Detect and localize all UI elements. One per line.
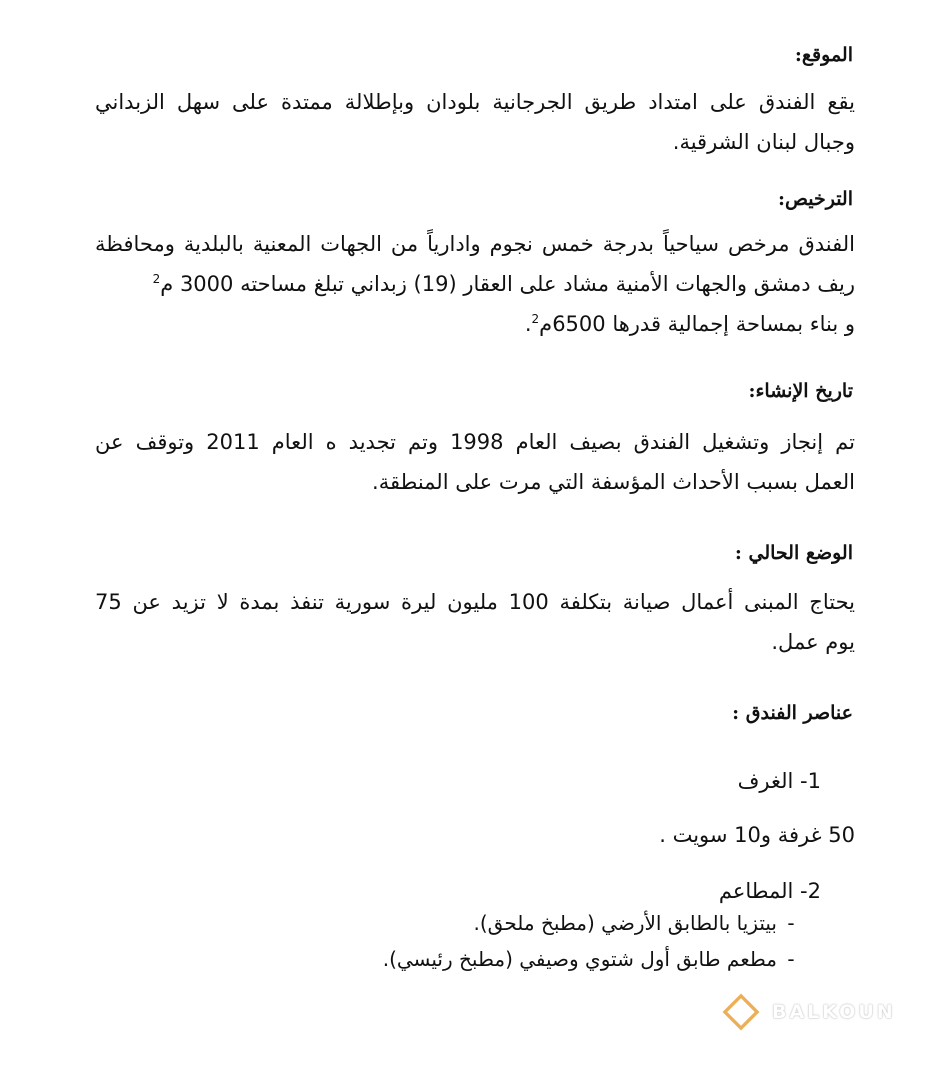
restaurant-bullet-1-text: بيتزيا بالطابق الأرضي (مطبخ ملحق). <box>473 911 777 935</box>
diamond-logo-icon <box>722 993 760 1031</box>
license-line-3-sup: 2 <box>531 312 540 326</box>
established-line-1: تم إنجاز وتشغيل الفندق بصيف العام 1998 وتم تجديد ه العام 2011 وتوقف عن <box>95 430 855 454</box>
license-line-3-text: و بناء بمساحة إجمالية قدرها 6500م <box>539 312 855 336</box>
location-paragraph <box>95 82 855 162</box>
license-line-3 <box>95 304 855 344</box>
status-line-1: يحتاج المبنى أعمال صيانة بتكلفة 100 مليون ليرة سورية تنفذ بمدة لا تزيد عن 75 <box>95 590 855 614</box>
restaurant-bullet-2 <box>383 944 805 974</box>
watermark-text: BALKOUN <box>772 1001 896 1023</box>
established-heading: تاريخ الإنشاء: <box>748 380 853 402</box>
location-heading: الموقع: <box>794 44 853 66</box>
restaurant-bullet-1 <box>474 908 806 938</box>
status-heading: الوضع الحالي : <box>734 542 853 564</box>
bullet-dash: - <box>787 947 795 971</box>
rooms-item-label: 1- الغرف <box>737 769 821 793</box>
rooms-detail: 50 غرفة و10 سويت . <box>659 823 855 847</box>
established-line-2: العمل بسبب الأحداث المؤسفة التي مرت على المنطقة. <box>372 470 855 494</box>
location-line-1: يقع الفندق على امتداد طريق الجرجانية بلودان وبإطلالة ممتدة على سهل الزبداني <box>95 90 855 114</box>
restaurants-item-label: 2- المطاعم <box>718 879 821 903</box>
status-line-2: يوم عمل. <box>771 630 855 654</box>
status-paragraph <box>95 582 855 662</box>
restaurant-bullet-2-text: مطعم طابق أول شتوي وصيفي (مطبخ رئيسي). <box>382 947 777 971</box>
license-line-2-sup: 2 <box>152 272 161 286</box>
license-line-2 <box>95 264 855 304</box>
license-heading: الترخيص: <box>777 188 853 210</box>
license-line-1: الفندق مرخص سياحياً بدرجة خمس نجوم وادارياً من الجهات المعنية بالبلدية ومحافظة <box>95 232 855 256</box>
license-paragraph <box>95 224 855 344</box>
license-line-2-text: ريف دمشق والجهات الأمنية مشاد على العقار (19) زبداني تبلغ مساحته 3000 م <box>160 272 855 296</box>
balkoun-watermark <box>722 992 896 1032</box>
bullet-dash: - <box>787 911 795 935</box>
elements-heading: عناصر الفندق : <box>732 702 853 724</box>
established-paragraph <box>95 422 855 502</box>
location-line-2: وجبال لبنان الشرقية. <box>672 130 855 154</box>
license-line-3-end: . <box>524 312 532 336</box>
